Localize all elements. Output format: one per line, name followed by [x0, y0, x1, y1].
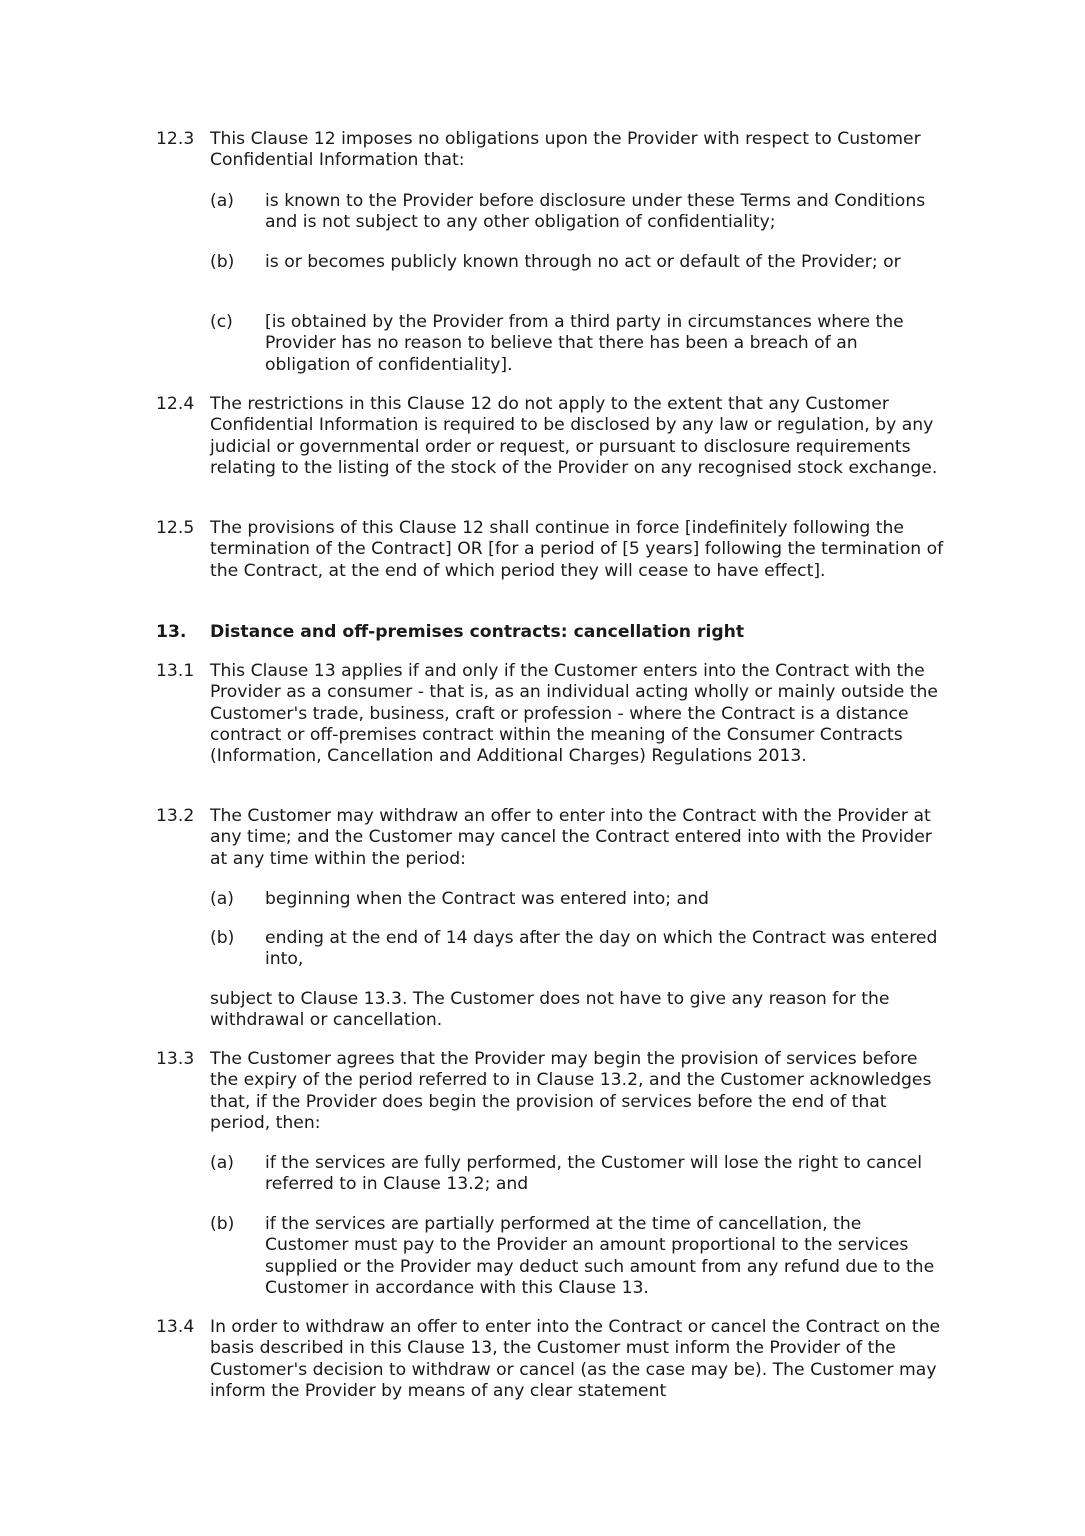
sub-clause-label: (c): [210, 312, 233, 332]
sub-clause-text: ending at the end of 14 days after the day on which the Contract was entered into,: [265, 928, 938, 970]
clause-text: The provisions of this Clause 12 shall continue in force [indefinitely following the termination of the Contract] OR [for a period of [5 years] following the termination of the Contract, at the end of which period they will cease to have effect].: [210, 518, 944, 581]
clause-13-3-b: [210, 1214, 946, 1299]
sub-clause-label: (a): [210, 889, 234, 909]
clause-number: 13.3: [156, 1049, 195, 1069]
clause-13-3: [156, 1049, 946, 1134]
sub-clause-text: if the services are partially performed at the time of cancellation, the Customer must pay to the Provider an amount proportional to the services supplied or the Provider may deduct such amount from any refund due to the Customer in accordance with this Clause 13.: [265, 1214, 935, 1298]
sub-clause-text: is or becomes publicly known through no act or default of the Provider; or: [265, 252, 901, 272]
clause-13-2: [156, 806, 946, 870]
clause-12-5: [156, 518, 946, 582]
clause-12-3: [156, 129, 946, 172]
sub-clause-text: [is obtained by the Provider from a third party in circumstances where the Provider has no reason to believe that there has been a breach of an obligation of confidentiality].: [265, 312, 904, 375]
clause-13-2-a: [210, 889, 946, 910]
clause-number: 12.4: [156, 394, 195, 414]
clause-text: In order to withdraw an offer to enter into the Contract or cancel the Contract on the basis described in this Clause 13, the Customer must inform the Provider of the Customer's decision to withdraw or cancel (as the case may be). The Customer may inform the Provider by means of any clear statement: [210, 1317, 941, 1401]
clause-12-3-b: [210, 252, 946, 273]
clause-number: 12.5: [156, 518, 195, 538]
sub-clause-text: if the services are fully performed, the Customer will lose the right to cancel referred to in Clause 13.2; and: [265, 1153, 923, 1195]
clause-number: 13.4: [156, 1317, 195, 1337]
clause-12-4: [156, 394, 946, 479]
clause-text: This Clause 12 imposes no obligations upon the Provider with respect to Customer Confidential Information that:: [210, 129, 921, 171]
sub-clause-label: (a): [210, 1153, 234, 1173]
clause-13-2-b: [210, 928, 946, 971]
clause-13-2-continuation: subject to Clause 13.3. The Customer does not have to give any reason for the withdrawal or cancellation.: [210, 989, 890, 1031]
sub-clause-label: (b): [210, 928, 235, 948]
clause-13-3-a: [210, 1153, 946, 1196]
section-number: 13.: [156, 622, 187, 642]
clause-12-3-a: [210, 191, 946, 234]
sub-clause-label: (b): [210, 1214, 235, 1234]
sub-clause-label: (a): [210, 191, 234, 211]
clause-13-1: [156, 661, 946, 767]
section-13-heading: [156, 622, 946, 643]
sub-clause-text: beginning when the Contract was entered into; and: [265, 889, 709, 909]
sub-clause-text: is known to the Provider before disclosure under these Terms and Conditions and is not subject to any other obligation of confidentiality;: [265, 191, 926, 233]
clause-text: The Customer agrees that the Provider may begin the provision of services before the expiry of the period referred to in Clause 13.2, and the Customer acknowledges that, if the Provider does begin the provision of services before the end of that period, then:: [210, 1049, 932, 1133]
clause-text: The restrictions in this Clause 12 do not apply to the extent that any Customer Confidential Information is required to be disclosed by any law or regulation, by any judicial or governmental order or request, or pursuant to disclosure requirements relating to the listing of the stock of the Provider on any recognised stock exchange.: [210, 394, 938, 478]
clause-number: 13.1: [156, 661, 195, 681]
clause-number: 13.2: [156, 806, 195, 826]
section-title: Distance and off-premises contracts: cancellation right: [210, 622, 745, 642]
clause-text: This Clause 13 applies if and only if the Customer enters into the Contract with the Provider as a consumer - that is, as an individual acting wholly or mainly outside the Customer's trade, business, craft or profession - where the Contract is a distance contract or off-premises contract within the meaning of the Consumer Contracts (Information, Cancellation and Additional Charges) Regulations 2013.: [210, 661, 938, 767]
clause-13-4: [156, 1317, 946, 1402]
clause-12-3-c: [210, 312, 946, 376]
clause-number: 12.3: [156, 129, 195, 149]
sub-clause-label: (b): [210, 252, 235, 272]
clause-text: The Customer may withdraw an offer to enter into the Contract with the Provider at any time; and the Customer may cancel the Contract entered into with the Provider at any time within the period:: [210, 806, 932, 869]
